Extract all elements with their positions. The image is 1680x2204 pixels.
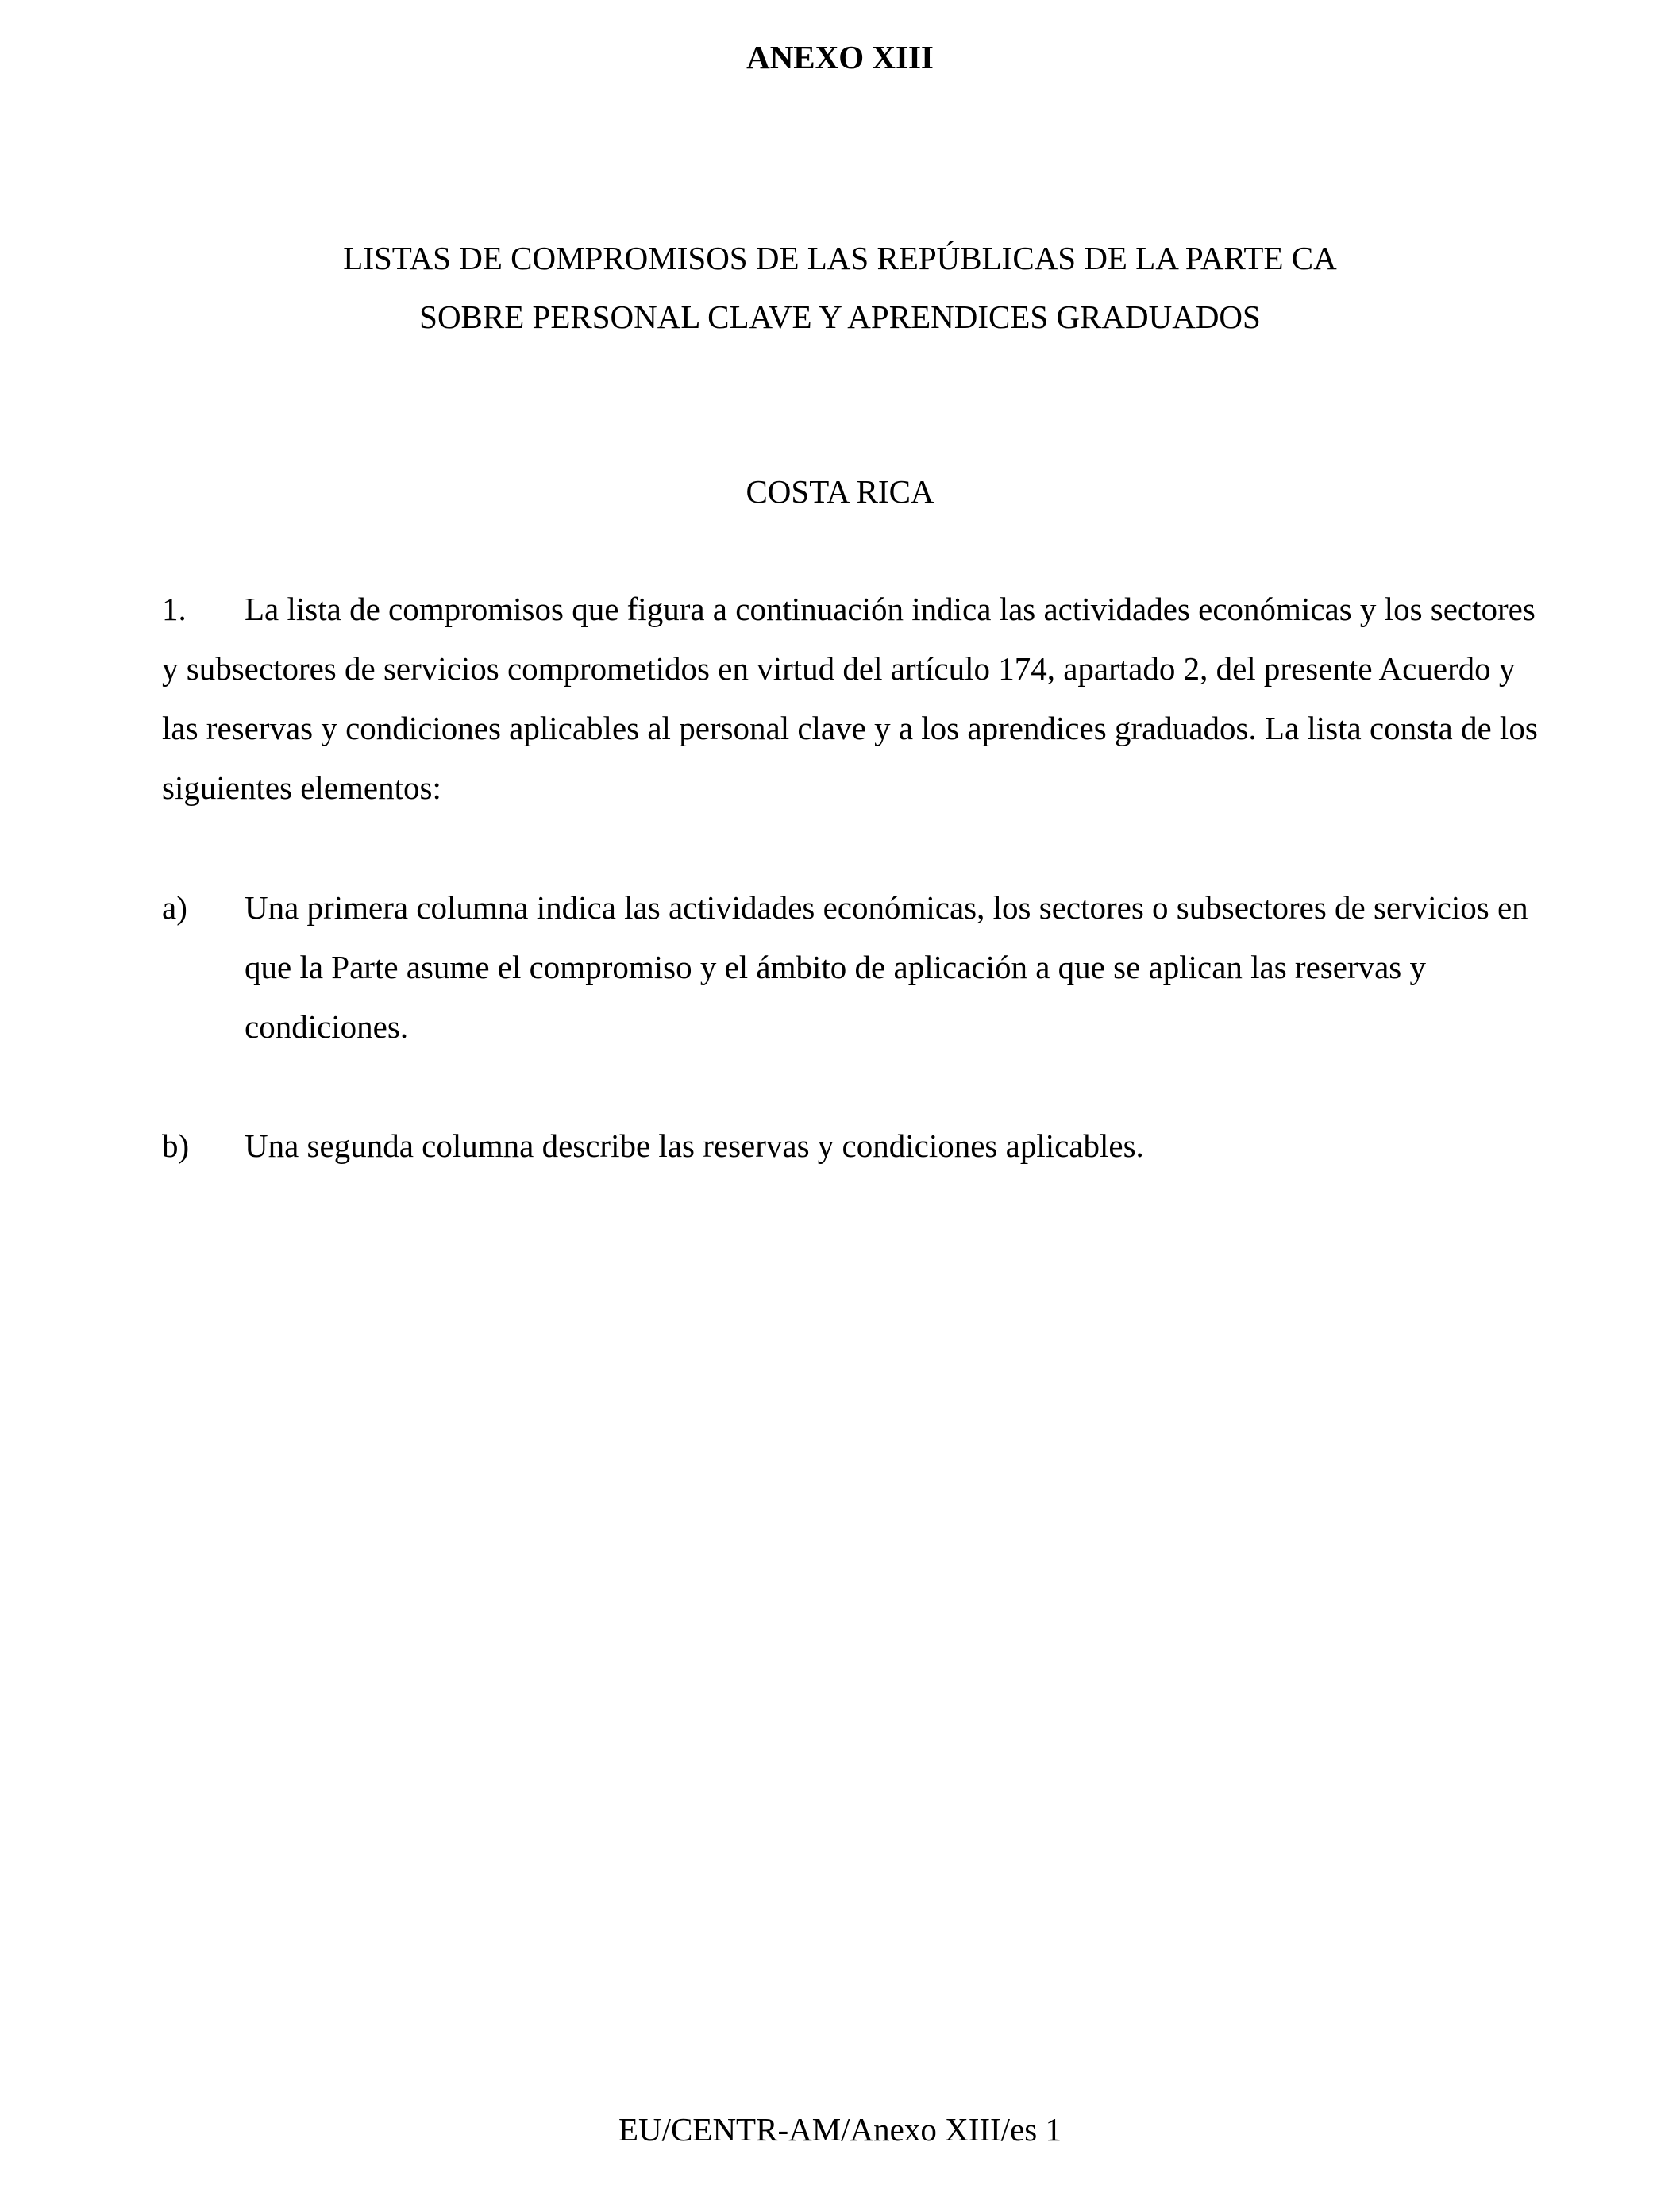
list-item-b	[162, 1116, 1543, 1176]
list-item-label: a)	[162, 889, 187, 926]
list-item-a	[162, 878, 1543, 1057]
page-footer: EU/CENTR-AM/Anexo XIII/es 1	[618, 2111, 1062, 2148]
annex-title: ANEXO XIII	[746, 39, 934, 75]
list-item-text: Una segunda columna describe las reservas y condiciones aplicables.	[245, 1127, 1144, 1164]
list-item-label: b)	[162, 1127, 190, 1164]
main-title-line-2: SOBRE PERSONAL CLAVE Y APRENDICES GRADUADOS	[419, 299, 1261, 335]
country-heading: COSTA RICA	[746, 473, 934, 510]
paragraph-number: 1.	[162, 591, 187, 627]
main-title	[0, 229, 1680, 346]
paragraph-text: La lista de compromisos que figura a continuación indica las actividades económicas y los sectores y subsectores de servicios comprometidos en virtud del artículo 174, apartado 2, del presente Acuerdo y las reservas y condiciones aplicables al personal clave y a los aprendices graduados. La lista consta de los siguientes elementos:	[162, 591, 1538, 806]
main-title-line-1: LISTAS DE COMPROMISOS DE LAS REPÚBLICAS DE LA PARTE CA	[343, 240, 1337, 276]
paragraph-1	[162, 580, 1543, 818]
list-item-text: Una primera columna indica las actividades económicas, los sectores o subsectores de servicios en que la Parte asume el compromiso y el ámbito de aplicación a que se aplican las reservas y condiciones.	[245, 889, 1528, 1045]
